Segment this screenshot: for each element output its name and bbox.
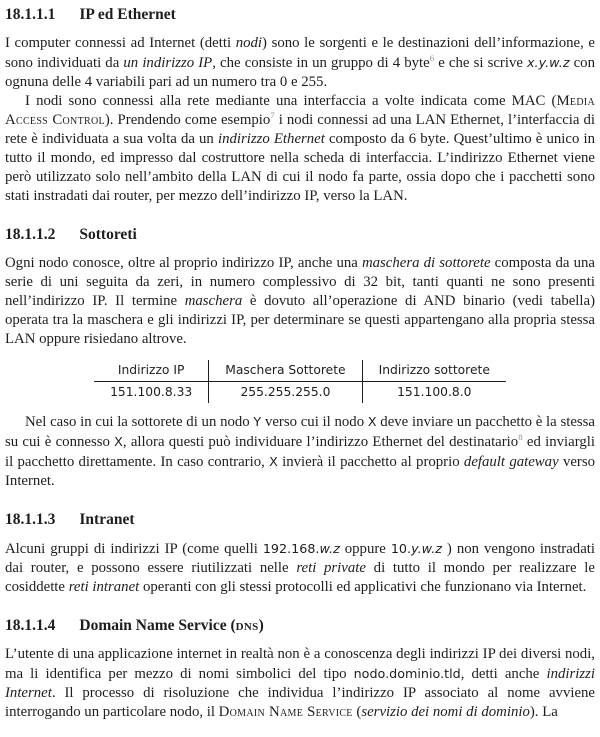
text-segment: ) bbox=[258, 617, 264, 634]
text-segment: reti intranet bbox=[68, 579, 140, 595]
text-segment: ( bbox=[352, 704, 362, 720]
text-segment: reti private bbox=[296, 560, 366, 576]
text-segment: indirizzi Internet bbox=[5, 666, 595, 701]
text-segment: maschera di sottorete bbox=[361, 255, 491, 271]
paragraph-private-networks bbox=[5, 539, 595, 597]
text-segment: X bbox=[367, 414, 377, 429]
text-segment: nodo.dominio.tld bbox=[353, 666, 461, 681]
text-segment: invierà il pacchetto al proprio bbox=[277, 454, 464, 470]
text-segment: verso cui il nodo bbox=[261, 414, 368, 430]
text-segment: ed inviargli il pacchetto direttamente. In caso contrario, bbox=[5, 434, 595, 470]
text-segment: maschera bbox=[184, 293, 243, 309]
text-segment: I nodi sono connessi alla rete mediante una interfaccia a volte indicata come MAC ( bbox=[25, 93, 557, 109]
section-heading-sottoreti bbox=[5, 225, 595, 244]
text-segment: y.w.z bbox=[411, 541, 442, 556]
section-title: Intranet bbox=[79, 511, 135, 528]
paragraph-subnet-mask bbox=[5, 254, 595, 349]
text-segment: X bbox=[114, 434, 123, 449]
text-segment: Y bbox=[253, 414, 262, 429]
text-segment: Domain Name Service bbox=[218, 704, 353, 720]
subnet-table bbox=[94, 360, 506, 403]
text-segment: composta da una serie di uni seguita da zeri, in numero complessivo di 32 bit, tanti quanti ne sono presenti nell’indirizzo IP. Il termine bbox=[5, 255, 595, 309]
table-header-indirizzo-ip: Indirizzo IP bbox=[94, 360, 209, 382]
text-segment: , detti anche bbox=[460, 666, 547, 682]
section-title bbox=[79, 617, 263, 634]
section-number: 18.1.1.3 bbox=[5, 511, 56, 528]
footnote-marker: 7 bbox=[270, 110, 275, 121]
section-title: IP ed Ethernet bbox=[79, 6, 176, 23]
text-segment: oppure bbox=[339, 541, 391, 557]
text-segment: Alcuni gruppi di indirizzi IP (come quelli bbox=[5, 541, 263, 557]
section-heading-ip-ed-ethernet bbox=[5, 5, 595, 24]
text-segment: operanti con gli stessi protocolli ed applicativi che funzionano via Internet. bbox=[139, 579, 587, 595]
text-segment: deve inviare un pacchetto è la stessa su cui è connesso bbox=[5, 414, 595, 450]
table-header-maschera-sottorete: Maschera Sottorete bbox=[209, 360, 362, 382]
paragraph-ip-intro bbox=[5, 34, 595, 92]
section-number: 18.1.1.4 bbox=[5, 617, 56, 634]
section-title: Sottoreti bbox=[79, 226, 137, 243]
text-segment: indirizzo Ethernet bbox=[217, 131, 325, 147]
text-segment: , allora questi può individuare l’indirizzo Ethernet del destinatario bbox=[122, 434, 519, 450]
table-row bbox=[94, 382, 506, 404]
text-segment: Nel caso in cui la sottorete di un nodo bbox=[25, 414, 254, 430]
text-segment: dns bbox=[235, 617, 259, 634]
text-segment: verso Internet. bbox=[5, 454, 595, 489]
text-segment: composto da 6 byte. Quest’ultimo è unico in tutto il mondo, ed impresso dal costruttore nella scheda di interfaccia. L’indirizzo Ethernet viene però utilizzato solo nell’ambito della LAN di cui il nodo fa parte, ossia dopo che i pacchetti sono stati instradati dai router, per mezzo dell’indirizzo IP, verso la LAN. bbox=[5, 131, 595, 204]
section-number: 18.1.1.2 bbox=[5, 226, 56, 243]
footnote-marker: 8 bbox=[518, 432, 523, 443]
text-segment: è dovuto all’operazione di AND binario (vedi tabella) operata tra la maschera e gli indirizzi IP, per determinare se questi appartengano alla propria stessa LAN oppure risiedano altrove. bbox=[5, 293, 596, 347]
text-segment: i nodi connessi ad una LAN Ethernet, l’interfaccia di rete è individuata a sua volta da un bbox=[5, 112, 595, 147]
text-segment: un indirizzo IP bbox=[123, 55, 213, 71]
text-segment: 192.168. bbox=[262, 541, 320, 556]
text-segment: servizio dei nomi di dominio bbox=[361, 704, 530, 720]
text-segment: Ogni nodo conosce, oltre al proprio indirizzo IP, anche una bbox=[5, 255, 362, 271]
text-segment: Domain Name Service ( bbox=[79, 617, 236, 634]
text-segment: Media Access Control bbox=[5, 93, 595, 128]
text-segment: x.y.w.z bbox=[527, 55, 570, 70]
table-cell-subnet: 151.100.8.0 bbox=[397, 385, 472, 399]
section-heading-intranet bbox=[5, 510, 595, 529]
text-segment: 10. bbox=[390, 541, 412, 556]
text-segment: ). Prendendo come esempio bbox=[104, 112, 271, 128]
text-segment: nodi bbox=[235, 35, 263, 51]
text-segment: . Il processo di risoluzione che individua l’indirizzo IP associato al nome avviene interrogando un particolare nodo, il bbox=[5, 685, 595, 720]
text-segment: w.z bbox=[319, 541, 340, 556]
text-segment: con ognuna delle 4 variabili pari ad un numero tra 0 e 255. bbox=[5, 55, 595, 90]
text-segment: default gateway bbox=[463, 454, 559, 470]
paragraph-dns-resolution bbox=[5, 645, 595, 722]
text-segment: I computer connessi ad Internet (detti bbox=[5, 35, 236, 51]
text-segment: , che consiste in un gruppo di 4 byte bbox=[212, 55, 430, 71]
paragraph-routing-xy bbox=[5, 412, 595, 491]
text-segment: ) non vengono instradati dai router, e possono essere riutilizzati nelle bbox=[5, 541, 595, 576]
text-segment: ). La bbox=[529, 704, 558, 720]
text-segment: di tutto il mondo per realizzare le cosiddette bbox=[5, 560, 595, 595]
text-segment: L’utente di una applicazione internet in realtà non è a conoscenza degli indirizzi IP dei diversi nodi, ma li identifica per mezzo di nomi simbolici del tipo bbox=[5, 646, 595, 682]
section-heading-dns bbox=[5, 616, 595, 635]
section-number: 18.1.1.1 bbox=[5, 6, 56, 23]
text-segment: X bbox=[269, 454, 278, 469]
paragraph-mac-ethernet bbox=[5, 92, 595, 206]
text-segment: ) sono le sorgenti e le destinazioni dell’informazione, e sono individuati da bbox=[5, 35, 595, 71]
table-header-row bbox=[94, 360, 506, 382]
footnote-marker: 6 bbox=[429, 53, 435, 64]
table-cell-mask: 255.255.255.0 bbox=[209, 382, 362, 404]
text-segment: e che si scrive bbox=[434, 55, 528, 71]
table-header-indirizzo-sottorete: Indirizzo sottorete bbox=[362, 360, 506, 382]
table-cell-ip: 151.100.8.33 bbox=[110, 385, 193, 399]
